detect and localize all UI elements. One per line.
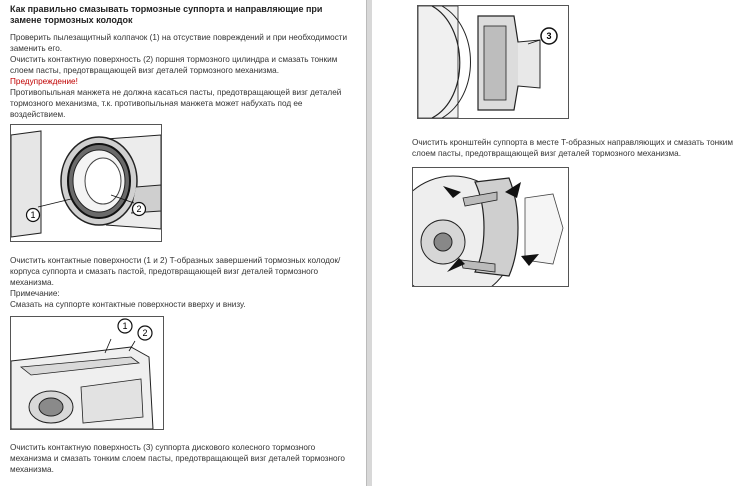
callout-2: 2: [142, 328, 148, 338]
paragraph-caliper-surface: Очистить контактную поверхность (3) суппорта дискового колесного тормозного механизма и смазать тонким слоем пасты, предотвращающей визг деталей тормозного механизма.: [10, 443, 345, 474]
callout-2: 2: [136, 204, 142, 214]
note-text: Смазать на суппорте контактные поверхности вверху и внизу.: [10, 300, 246, 309]
callout-1: 1: [30, 210, 36, 220]
warning-text: Противопыльная манжета не должна касаться пасты, предотвращающей визг деталей тормозного механизма, т.к. противопыльная манжета может набухать под ее воздействием.: [10, 88, 342, 119]
figure-caliper-piston: [10, 124, 162, 242]
brake-pads-drawing: [413, 168, 568, 286]
paragraph-contact-surfaces: Очистить контактные поверхности (1 и 2) T-образных завершений тормозных колодок/корпуса суппорта и смазать пастой, предотвращающей визг деталей тормозного механизма.: [10, 256, 341, 287]
caliper-piston-drawing: [11, 125, 161, 241]
paragraph-piston: Очистить контактную поверхность (2) поршня тормозного цилиндра и смазать тонким слоем пасты, предотвращающей визг деталей тормозного механизма.: [10, 55, 338, 75]
callout-1: 1: [122, 321, 128, 331]
paragraph-bracket-guides: Очистить кронштейн суппорта в месте T-образных направляющих и смазать тонким слоем пасты, предотвращающей визг деталей тормозного механизма.: [412, 138, 733, 158]
caliper-housing-drawing: [11, 317, 163, 429]
left-column: [0, 0, 362, 486]
note-label: Примечание:: [10, 289, 60, 298]
figure-brake-pads-arrows: [412, 167, 569, 287]
paragraph-dust-cap: Проверить пылезащитный колпачок (1) на отсуствие повреждений и при необходимости заменить его.: [10, 33, 348, 53]
figure-caliper-housing: [10, 316, 164, 430]
column-divider: [366, 0, 372, 486]
caliper-bracket-drawing: [418, 6, 568, 118]
figure-caliper-bracket: [417, 5, 569, 119]
warning-label: Предупреждение!: [10, 77, 78, 86]
right-column: [375, 0, 750, 486]
callout-3: 3: [546, 31, 552, 41]
page-title: Как правильно смазывать тормозные суппорта и направляющие при замене тормозных колодок: [10, 4, 323, 25]
